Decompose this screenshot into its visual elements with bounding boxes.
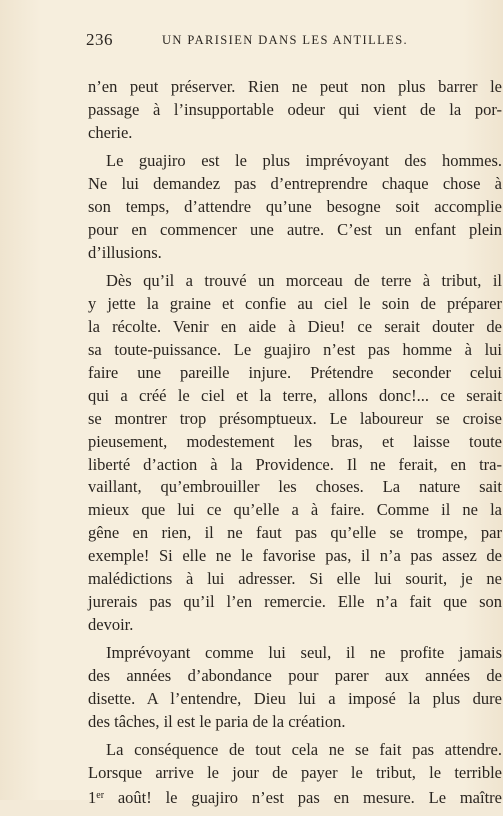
text-line: qui a créé le ciel et la terre, allons donc!... ce serait — [88, 385, 502, 405]
running-title: UN PARISIEN DANS LES ANTILLES. — [162, 33, 409, 47]
paragraph — [88, 76, 502, 145]
text-line: liberté d’action à la Providence. Il ne ferait, en tra- — [88, 454, 502, 474]
text-line: pieusement, modestement les bras, et laisse toute — [88, 431, 502, 451]
text-line: Ne lui demandez pas d’entreprendre chaque chose à — [88, 174, 502, 194]
text-line: exemple! Si elle ne le favorise pas, il n’a pas assez de — [88, 546, 502, 566]
text-line: y jette la graine et confie au ciel le soin de préparer — [88, 294, 502, 314]
text-line — [88, 785, 502, 810]
text-line: des tâches, il est le paria de la création. — [88, 711, 346, 731]
text-line: Imprévoyant comme lui seul, il ne profite jamais — [106, 643, 502, 663]
text-line: sa toute-puissance. Le guajiro n’est pas homme à lui — [88, 339, 502, 359]
text-line: n’en peut préserver. Rien ne peut non plus barrer le — [88, 77, 502, 96]
page-number: 236 — [86, 30, 113, 49]
paragraph — [88, 270, 502, 637]
text-line: vaillant, qu’embrouiller les choses. La nature sait — [88, 477, 502, 497]
text-line: se montrer trop présomptueux. Le laboureur se croise — [88, 408, 502, 428]
text-line: cherie. — [88, 122, 133, 142]
text-line: Lorsque arrive le jour de payer le tribut, le terrible — [88, 763, 502, 783]
text-line: disette. A l’entendre, Dieu lui a imposé la plus dure — [88, 689, 502, 709]
text-line: Le guajiro est le plus imprévoyant des hommes. — [106, 151, 502, 171]
text-line: la récolte. Venir en aide à Dieu! ce serait douter de — [88, 317, 502, 337]
text-line: gêne en rien, il ne faut pas qu’elle se trompe, par — [88, 523, 502, 543]
text-line: son temps, d’attendre qu’une besogne soit accomplie — [88, 197, 502, 217]
text-line: des années d’abondance pour parer aux années de — [88, 666, 502, 686]
text-line: jurerais pas qu’il l’en remercie. Elle n’a fait que son — [88, 591, 502, 611]
text-line: La conséquence de tout cela ne se fait pas attendre. — [106, 740, 502, 760]
paragraph — [88, 642, 502, 734]
running-head — [86, 30, 490, 52]
ordinal-superscript: er — [96, 790, 105, 802]
paragraph — [88, 150, 502, 265]
paragraph — [88, 739, 502, 810]
text-line: devoir. — [88, 614, 134, 634]
date-number: 1 — [88, 788, 97, 808]
text-line: mieux que lui ce qu’elle a à faire. Comme il ne la — [88, 500, 502, 520]
text-line: faire une pareille injure. Prétendre seconder celui — [88, 362, 502, 382]
text-line: passage à l’insupportable odeur qui vient de la por- — [88, 99, 502, 119]
text-line: Dès qu’il a trouvé un morceau de terre à tribut, il — [106, 271, 502, 291]
text-line: malédictions à lui adresser. Si elle lui sourit, je ne — [88, 569, 502, 589]
text-line: d’illusions. — [88, 242, 162, 262]
body-text — [88, 76, 502, 816]
text-line: pour en commencer une autre. C’est un enfant plein — [88, 219, 502, 239]
line-remainder: août! le guajiro n’est pas en mesure. Le maître — [104, 788, 502, 808]
